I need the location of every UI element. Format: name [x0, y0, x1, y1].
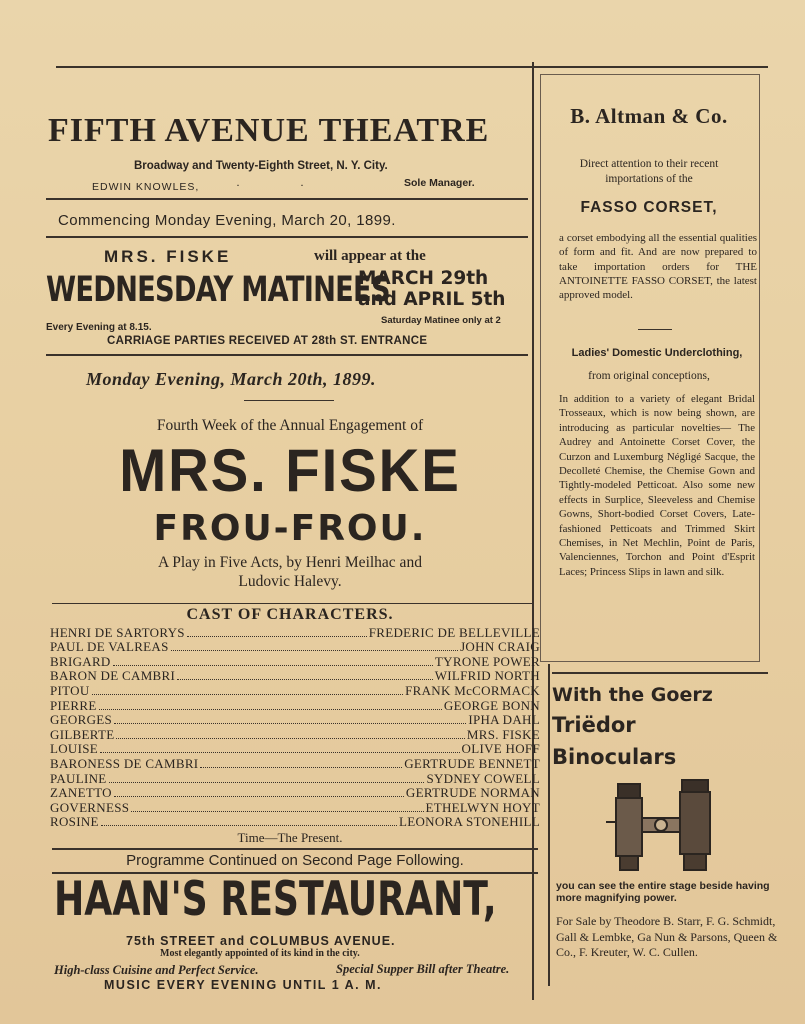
- cast-row: [50, 625, 540, 640]
- cast-role: PIERRE: [50, 697, 97, 713]
- play-description-line1: A Play in Five Acts, by Henri Meilhac and: [158, 554, 422, 571]
- cast-row: [50, 669, 540, 684]
- cast-leader-dots: [92, 694, 404, 695]
- restaurant-name: HAAN'S RESTAURANT,: [54, 872, 497, 927]
- matinee-date-1: MARCH 29th: [358, 268, 489, 289]
- cast-leader-dots: [116, 738, 464, 739]
- cast-actor: JOHN CRAIG: [460, 639, 540, 655]
- rule-above-cast: [52, 603, 532, 604]
- saturday-matinee: Saturday Matinee only at 2: [381, 315, 501, 326]
- right-column-divider: [548, 664, 550, 986]
- cast-row: [50, 713, 540, 728]
- cast-row: [50, 654, 540, 669]
- underclothing-sub: from original conceptions,: [588, 370, 710, 382]
- cast-actor: GERTRUDE BENNETT: [404, 755, 540, 771]
- altman-attention: [546, 157, 752, 186]
- cast-leader-dots: [177, 679, 433, 680]
- rule-under-manager: [46, 198, 528, 200]
- play-description: [0, 553, 580, 591]
- cast-actor: TYRONE POWER: [434, 653, 540, 669]
- cast-actor: WILFRID NORTH: [434, 668, 540, 684]
- matinee-star: MRS. FISKE: [104, 247, 232, 266]
- rule-above-programme: [52, 848, 538, 850]
- theatre-address: Broadway and Twenty-Eighth Street, N. Y. City.: [134, 160, 388, 172]
- cast-role: BARONESS DE CAMBRI: [50, 755, 199, 771]
- cast-row: [50, 786, 540, 801]
- cast-title: CAST OF CHARACTERS.: [186, 606, 394, 623]
- play-description-line2: Ludovic Halevy.: [238, 573, 342, 590]
- theatre-name: FIFTH AVENUE THEATRE: [48, 112, 490, 149]
- cast-leader-dots: [100, 752, 459, 753]
- time-present: Time—The Present.: [237, 830, 343, 845]
- cast-leader-dots: [101, 825, 397, 826]
- cast-actor: FRANK McCORMACK: [405, 682, 540, 698]
- cast-row: [50, 815, 540, 830]
- engagement-week: Fourth Week of the Annual Engagement of: [156, 417, 424, 434]
- cast-actor: IPHA DAHL: [468, 712, 540, 728]
- cast-role: BRIGARD: [50, 653, 111, 669]
- cast-actor: MRS. FISKE: [466, 726, 540, 742]
- every-evening-time: Every Evening at 8.15.: [46, 322, 152, 333]
- cast-role: ROSINE: [50, 814, 99, 830]
- rule-under-carriage: [46, 354, 528, 356]
- matinee-dates: [358, 268, 505, 310]
- altman-attention-line2: importations of the: [605, 172, 693, 185]
- cast-actor: ETHELWYN HOYT: [425, 799, 540, 815]
- cast-role: PITOU: [50, 682, 90, 698]
- cast-row: [50, 771, 540, 786]
- cast-role: PAULINE: [50, 770, 107, 786]
- play-title: FROU-FROU.: [153, 508, 427, 549]
- matinee-appear: will appear at the: [314, 248, 426, 264]
- cast-leader-dots: [114, 796, 404, 797]
- cast-leader-dots: [109, 782, 425, 783]
- cast-row: [50, 800, 540, 815]
- restaurant-cuisine: High-class Cuisine and Perfect Service.: [54, 963, 259, 977]
- cast-leader-dots: [99, 709, 442, 710]
- cast-row: [50, 640, 540, 655]
- fasso-description: a corset embodying all the essential qualities of form and fit. And are now prepared to take importation orders for THE ANTOINETTE FASSO CORSET, the latest approved model.: [559, 232, 757, 302]
- fasso-corset-heading: FASSO CORSET,: [580, 199, 718, 216]
- cast-role: ZANETTO: [50, 785, 112, 801]
- cast-actor: SYDNEY COWELL: [426, 770, 540, 786]
- carriage-parties: CARRIAGE PARTIES RECEIVED AT 28th ST. ENTRANCE: [107, 335, 428, 347]
- short-rule-monday: [244, 400, 334, 401]
- underclothing-title: Ladies' Domestic Underclothing,: [571, 347, 743, 359]
- goerz-line2: Triëdor: [552, 713, 636, 737]
- manager-name: EDWIN KNOWLES,: [92, 181, 200, 193]
- cast-row: [50, 742, 540, 757]
- restaurant-address: 75th STREET and COLUMBUS AVENUE.: [126, 934, 396, 948]
- cast-role: LOUISE: [50, 741, 99, 757]
- rule-right-goerz-top: [552, 672, 768, 674]
- cast-actor: GEORGE BONN: [443, 697, 540, 713]
- wednesday-matinees-heading: WEDNESDAY MATINEES: [46, 270, 390, 310]
- top-rule: [56, 66, 768, 68]
- programme-continued: Programme Continued on Second Page Following.: [126, 852, 464, 869]
- cast-leader-dots: [131, 811, 423, 812]
- restaurant-supper: Special Supper Bill after Theatre.: [336, 962, 510, 976]
- cast-row: [50, 698, 540, 713]
- commencing-line: Commencing Monday Evening, March 20, 1899.: [58, 212, 396, 229]
- goerz-line1: With the Goerz: [552, 684, 713, 706]
- separator-dots: ··: [236, 178, 364, 192]
- cast-leader-dots: [187, 636, 367, 637]
- restaurant-music: MUSIC EVERY EVENING UNTIL 1 A. M.: [104, 978, 383, 992]
- cast-leader-dots: [171, 650, 458, 651]
- cast-actor: OLIVE HOFF: [461, 741, 540, 757]
- cast-leader-dots: [200, 767, 402, 768]
- goerz-line3: Binoculars: [552, 745, 677, 769]
- cast-role: HENRI DE SARTORYS: [50, 624, 185, 640]
- cast-actor: FREDERIC DE BELLEVILLE: [368, 624, 540, 640]
- cast-row: [50, 727, 540, 742]
- cast-leader-dots: [113, 665, 433, 666]
- goerz-tagline: you can see the entire stage beside having more magnifying power.: [556, 880, 770, 904]
- rule-under-commencing: [46, 236, 528, 238]
- binoculars-icon: [606, 778, 736, 874]
- cast-role: GILBERTE: [50, 726, 115, 742]
- goerz-retailers: For Sale by Theodore B. Starr, F. G. Schmidt, Gall & Lembke, Ga Nun & Parsons, Queen & Co., F. Kreuter, W. C. Cullen.: [556, 914, 778, 959]
- monday-evening-date: Monday Evening, March 20th, 1899.: [86, 369, 377, 389]
- cast-actor: LEONORA STONEHILL: [399, 814, 540, 830]
- cast-leader-dots: [114, 723, 466, 724]
- cast-row: [50, 683, 540, 698]
- underclothing-description: In addition to a variety of elegant Bridal Trosseaux, which is now being shown, are introducing as particular novelties— The Audrey and Antoinette Corset Cover, the Curzon and Luxemburg Négligé Sacque, the Decolleté Chemise, the Chemise Gown and Tightly-modeled Petticoat. Also some new effects in Surplice, Sleeveless and Chemise Gowns, Short-bodied Corset Covers, Late-fashioned Petticoats and Trimmed Skirt Chemises, in Net Mechlin, Point de Paris, Valenciennes, Torchon and Point d'Esprit Laces; Princess Slips in lawn and silk.: [559, 393, 755, 578]
- restaurant-elegant: Most elegantly appointed of its kind in the city.: [160, 948, 360, 959]
- altman-attention-line1: Direct attention to their recent: [579, 158, 719, 170]
- cast-role: GOVERNESS: [50, 799, 130, 815]
- cast-role: PAUL DE VALREAS: [50, 639, 169, 655]
- cast-role: BARON DE CAMBRI: [50, 668, 176, 684]
- altman-short-rule: [638, 329, 672, 330]
- cast-row: [50, 756, 540, 771]
- matinee-date-2: and APRIL 5th: [358, 289, 506, 310]
- cast-role: GEORGES: [50, 712, 113, 728]
- altman-title: B. Altman & Co.: [570, 104, 728, 128]
- cast-actor: GERTRUDE NORMAN: [405, 785, 540, 801]
- star-name: MRS. FISKE: [119, 437, 461, 504]
- manager-title: Sole Manager.: [404, 177, 475, 189]
